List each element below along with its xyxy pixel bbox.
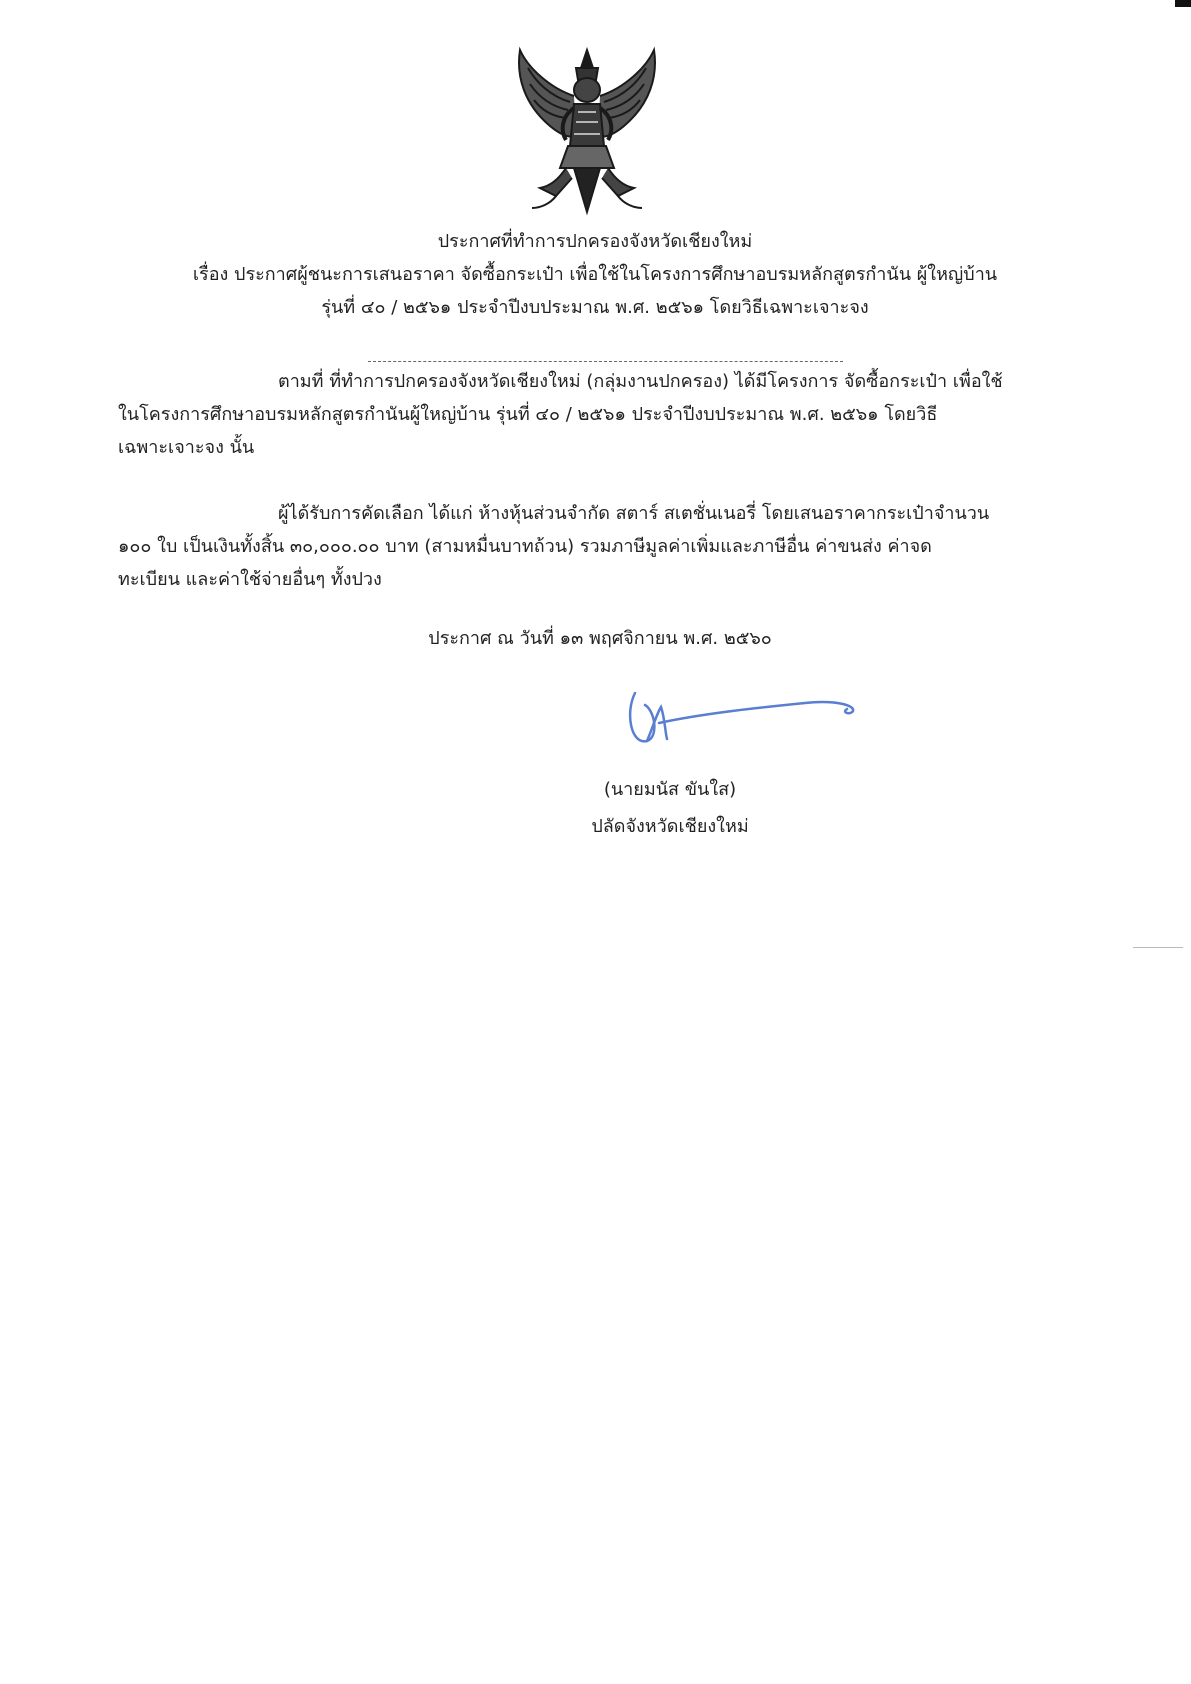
paragraph-2-line-3: ทะเบียน และค่าใช้จ่ายอื่นๆ ทั้งปวง <box>118 569 382 590</box>
agency-heading: ประกาศที่ทำการปกครองจังหวัดเชียงใหม่ <box>437 231 753 252</box>
paragraph-2-line-2: ๑๐๐ ใบ เป็นเงินทั้งสิ้น ๓๐,๐๐๐.๐๐ บาท (สามหมื่นบาทถ้วน) รวมภาษีมูลค่าเพิ่มและภาษีอื่น ค่าขนส่ง ค่าจด <box>118 536 932 557</box>
signatory-position: ปลัดจังหวัดเชียงใหม่ <box>591 816 749 837</box>
subject-line-2: รุ่นที่ ๔๐ / ๒๕๖๑ ประจำปีงบประมาณ พ.ศ. ๒๕๖๑ โดยวิธีเฉพาะเจาะจง <box>321 297 869 318</box>
handwritten-signature <box>615 683 855 753</box>
heading-divider <box>368 361 843 362</box>
paragraph-2-line-1: ผู้ได้รับการคัดเลือก ได้แก่ ห้างหุ้นส่วนจำกัด สตาร์ สเตชั่นเนอรี่ โดยเสนอราคากระเป๋าจำนวน <box>278 503 990 524</box>
paragraph-2 <box>118 497 1088 596</box>
subject-line-1: เรื่อง ประกาศผู้ชนะการเสนอราคา จัดซื้อกระเป๋า เพื่อใช้ในโครงการศึกษาอบรมหลักสูตรกำนัน ผู้ใหญ่บ้าน <box>192 264 998 285</box>
announce-date: ประกาศ ณ วันที่ ๑๓ พฤศจิกายน พ.ศ. ๒๕๖๐ <box>428 628 772 649</box>
paragraph-1-line-2: ในโครงการศึกษาอบรมหลักสูตรกำนันผู้ใหญ่บ้าน รุ่นที่ ๔๐ / ๒๕๖๑ ประจำปีงบประมาณ พ.ศ. ๒๕๖๑ โดยวิธี <box>118 404 938 425</box>
garuda-emblem-icon <box>510 46 665 216</box>
paragraph-1-line-1: ตามที่ ที่ทำการปกครองจังหวัดเชียงใหม่ (กลุ่มงานปกครอง) ได้มีโครงการ จัดซื้อกระเป๋า เพื่อใช้ <box>278 371 1003 392</box>
scan-edge-mark <box>1133 947 1183 948</box>
paragraph-1-line-3: เฉพาะเจาะจง นั้น <box>118 437 255 458</box>
signatory-name: (นายมนัส ขันใส) <box>603 779 737 800</box>
paragraph-1 <box>118 365 1088 464</box>
scan-corner-mark <box>1175 0 1191 7</box>
